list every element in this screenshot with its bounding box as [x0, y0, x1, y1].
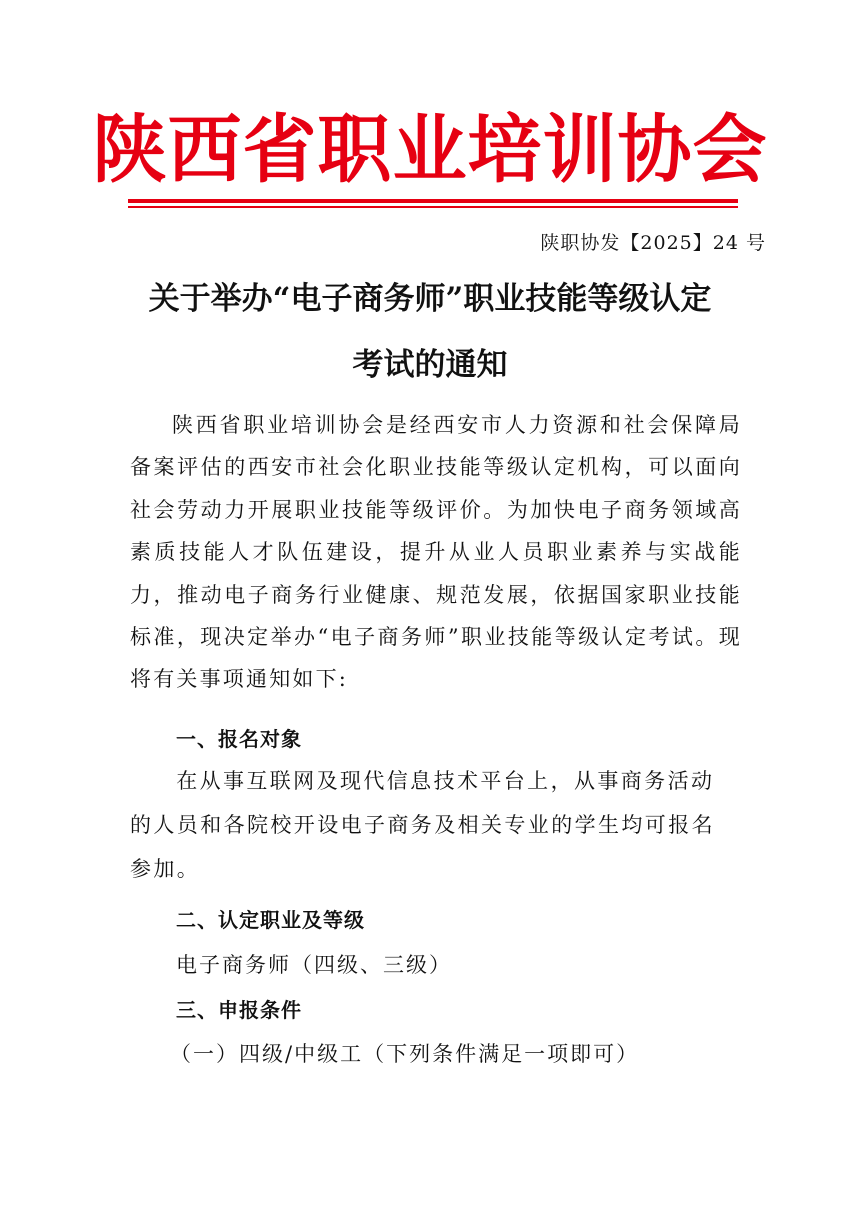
section-heading-occupation: 二、认定职业及等级	[176, 908, 365, 932]
masthead-rule-thick	[128, 199, 738, 203]
masthead-rule-thin	[128, 206, 738, 208]
org-masthead: 陕西省职业培训协会	[92, 107, 768, 193]
document-title-line2: 考试的通知	[352, 347, 508, 383]
document-number: 陕职协发【2025】24 号	[540, 232, 766, 254]
section-heading-eligibility: 一、报名对象	[176, 727, 302, 751]
document-title-line1: 关于举办“电子商务师”职业技能等级认定	[148, 281, 712, 317]
section-text-eligibility: 在从事互联网及现代信息技术平台上，从事商务活动的人员和各院校开设电子商务及相关专业的学生均可报名参加。	[130, 769, 715, 881]
section-heading-requirements: 三、申报条件	[176, 998, 302, 1022]
intro-paragraph: 陕西省职业培训协会是经西安市人力资源和社会保障局备案评估的西安市社会化职业技能等级认定机构，可以面向社会劳动力开展职业技能等级评价。为加快电子商务领域高素质技能人才队伍建设，提升从业人员职业素养与实战能力，推动电子商务行业健康、规范发展，依据国家职业技能标准，现决定举办“电子商务师”职业技能等级认定考试。现将有关事项通知如下:	[130, 413, 742, 692]
section-text-occupation: 电子商务师（四级、三级）	[176, 953, 452, 977]
subsection-level4: （一）四级/中级工（下列条件满足一项即可）	[170, 1042, 640, 1066]
